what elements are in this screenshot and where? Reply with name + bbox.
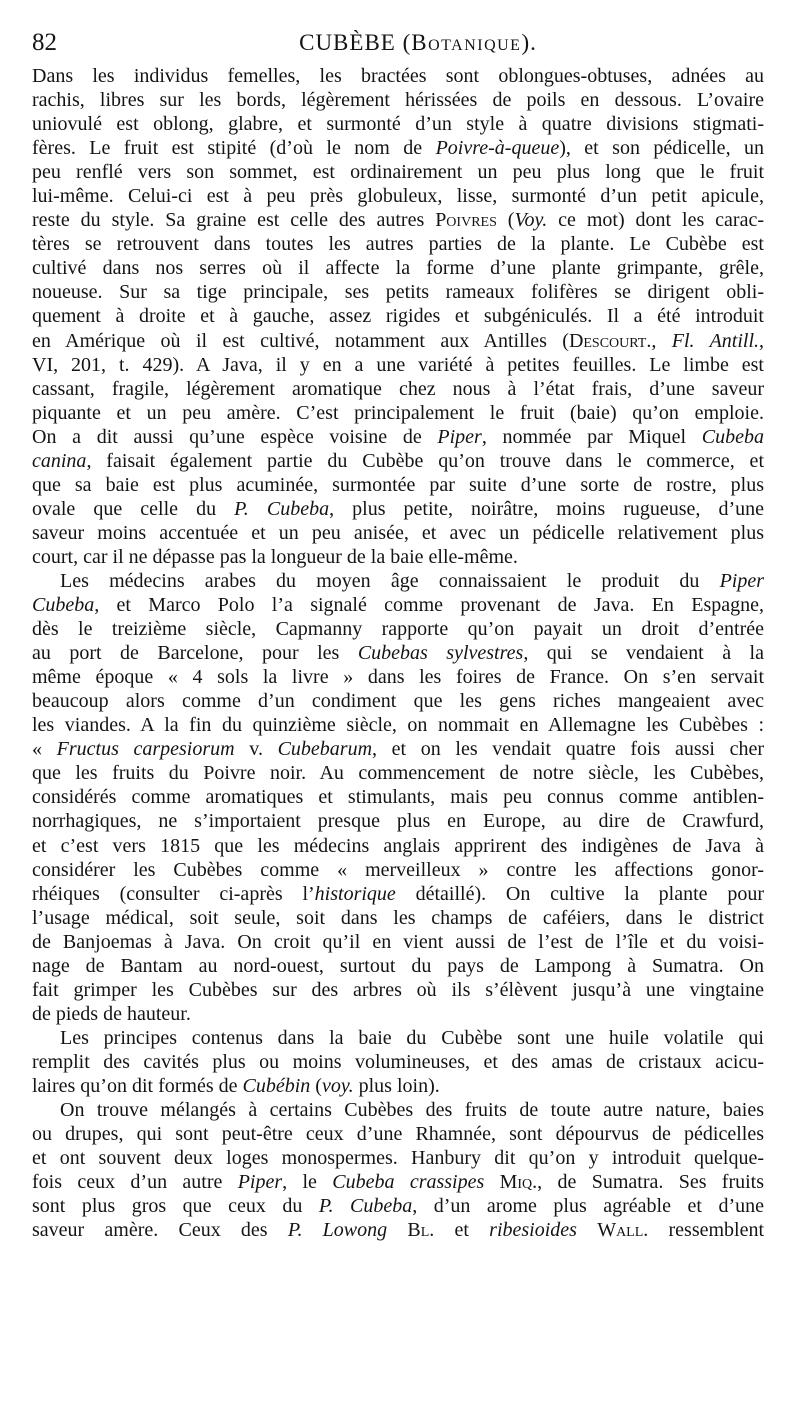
text-line: [32, 785, 764, 809]
text-run: [387, 1219, 407, 1241]
italic-text: Cubeba: [701, 425, 764, 448]
italic-text: Cubeba: [32, 594, 95, 617]
running-title: [32, 28, 764, 58]
italic-text: Fl. Antill.: [671, 329, 760, 352]
text-line: [32, 930, 764, 954]
text-run: les viandes. A la fin du quinzième siècle, on nommait en Allemagne les Cubèbes :: [32, 714, 764, 737]
text-run: et: [434, 1219, 490, 1242]
text-run: ), et son pédicelle, un: [559, 137, 764, 160]
text-run: , et Marco Polo l’a signalé comme provenant de Java. En Espagne,: [94, 594, 764, 617]
text-run: lui-même. Celui-ci est à peu près globuleux, lisse, surmonté d’un petit apicule,: [32, 185, 764, 208]
text-run: , faisait également partie du Cubèbe qu’on trouve dans le commerce, et: [86, 449, 764, 472]
italic-text: Cubebarum: [277, 738, 373, 761]
text-run: norrhagiques, ne s’importaient presque plus en Europe, au dire de Crawfurd,: [32, 810, 764, 833]
text-run: que sa baie est plus acuminée, surmontée par suite d’une sorte de rostre, plus: [32, 473, 764, 496]
text-line: [32, 401, 764, 425]
text-run: (: [496, 209, 515, 232]
text-run: , de Sumatra. Ses fruits: [537, 1171, 764, 1194]
running-title-main: CUBÈBE (: [299, 30, 412, 55]
text-run: uniovulé est oblong, glabre, et surmonté d’un style à quatre divisions stigmati-: [32, 113, 764, 136]
text-line: [32, 1026, 764, 1050]
text-run: considérés comme aromatiques et stimulants, mais peu connus comme antiblen-: [32, 786, 764, 809]
text-run: rhéiques (consulter ci-après l’: [32, 882, 315, 905]
text-run: (: [310, 1074, 322, 1097]
text-line: [32, 954, 764, 978]
text-line: [32, 1194, 764, 1218]
text-run: fères. Le fruit est stipité (d’où le nom de: [32, 137, 436, 160]
italic-text: P. Cubeba: [234, 497, 330, 520]
text-line: [32, 329, 764, 353]
text-line: [32, 641, 764, 665]
text-line: [32, 1146, 764, 1170]
small-caps-text: Descourt.: [568, 329, 652, 352]
text-line: [32, 112, 764, 136]
text-run: noueuse. Sur sa tige principale, ses petits rameaux folifères se dirigent obli-: [32, 281, 764, 304]
text-run: remplit des cavités plus ou moins volumineuses, et des amas de cristaux acicu-: [32, 1050, 764, 1073]
italic-text: Cubébin: [242, 1074, 311, 1097]
text-run: , plus petite, noirâtre, moins rugueuse, d’une: [329, 497, 764, 520]
text-line: [32, 617, 764, 641]
running-header: [32, 24, 764, 64]
page-number: 82: [32, 29, 57, 56]
italic-text: Poivre-à-queue: [435, 137, 560, 160]
text-line: [32, 737, 764, 761]
text-run: plus loin).: [353, 1074, 440, 1097]
text-run: , nommée par Miquel: [481, 425, 702, 448]
body-text: [32, 64, 764, 1242]
text-line: [32, 593, 764, 617]
text-run: nage de Bantam au nord-ouest, surtout du pays de Lampong à Sumatra. On: [32, 954, 764, 977]
italic-text: voy.: [321, 1074, 354, 1097]
text-run: considérer les Cubèbes comme « merveilleux » contre les affections gonor-: [32, 858, 764, 881]
italic-text: P. Cubeba: [318, 1195, 413, 1218]
italic-text: ribesioides: [489, 1219, 577, 1242]
text-run: et ont souvent deux loges monospermes. Hanbury dit qu’on y introduit quelque-: [32, 1147, 764, 1170]
text-run: saveur amère. Ceux des: [32, 1219, 288, 1242]
text-line: [32, 569, 764, 593]
text-line: [32, 665, 764, 689]
text-line: [32, 761, 764, 785]
small-caps-text: Wall.: [597, 1219, 649, 1242]
text-line: [32, 136, 764, 160]
running-title-small-caps: Botanique: [411, 30, 522, 55]
text-run: cassant, fragile, légèrement aromatique chez nous à l’état frais, d’une saveur: [32, 377, 764, 400]
text-run: Dans les individus femelles, les bractées sont oblongues-obtuses, adnées au: [32, 65, 764, 87]
text-run: en Amérique où il est cultivé, notamment aux Antilles (: [32, 329, 569, 352]
text-run: piquante et un peu amère. C’est principalement le fruit (baie) qu’on emploie.: [32, 401, 764, 424]
text-line: [32, 521, 764, 545]
text-run: rachis, libres sur les bords, légèrement hérissées de poils en dessous. L’ovaire: [32, 89, 764, 112]
text-run: On a dit aussi qu’une espèce voisine de: [32, 425, 438, 448]
text-line: [32, 449, 764, 473]
italic-text: Cubeba crassipes: [332, 1171, 485, 1194]
text-line: [32, 280, 764, 304]
text-run: , qui se vendaient à la: [523, 642, 764, 665]
text-run: [577, 1219, 597, 1241]
text-run: , et on les vendait quatre fois aussi cher: [372, 738, 764, 761]
text-line: [32, 304, 764, 328]
text-run: de Banjoemas à Java. On croit qu’il en vient aussi de l’est de l’île et du voisi-: [32, 930, 764, 953]
text-run: , d’un arome plus agréable et d’une: [412, 1195, 764, 1218]
text-run: ce mot) dont les carac-: [547, 209, 764, 232]
text-run: ,: [651, 329, 672, 352]
text-line: [32, 208, 764, 232]
text-line: [32, 689, 764, 713]
text-run: au port de Barcelone, pour les: [32, 642, 358, 665]
text-line: [32, 64, 764, 88]
italic-text: Piper: [437, 425, 482, 448]
italic-text: canina: [32, 449, 87, 472]
text-line: [32, 978, 764, 1002]
text-run: fois ceux d’un autre: [32, 1171, 238, 1194]
text-line: [32, 1098, 764, 1122]
text-line: [32, 906, 764, 930]
text-run: [484, 1171, 499, 1193]
text-run: beaucoup alors comme d’un condiment que les gens riches mangeaient avec: [32, 690, 764, 713]
text-line: [32, 353, 764, 377]
text-run: et c’est vers 1815 que les médecins anglais apprirent des indigènes de Java à: [32, 834, 764, 857]
small-caps-text: Poivres: [435, 209, 497, 232]
italic-text: Voy.: [514, 209, 548, 232]
text-line: [32, 1002, 764, 1026]
text-line: [32, 160, 764, 184]
text-line: [32, 713, 764, 737]
text-run: laires qu’on dit formés de: [32, 1074, 243, 1097]
text-run: quement à droite et à gauche, assez rigides et subgéniculés. Il a été introduit: [32, 305, 764, 328]
text-line: [32, 834, 764, 858]
text-run: ,: [759, 329, 764, 352]
running-title-close: ).: [521, 30, 537, 55]
text-run: On trouve mélangés à certains Cubèbes des fruits de toute autre nature, baies: [60, 1099, 764, 1122]
italic-text: Piper: [719, 569, 764, 592]
text-line: [32, 1218, 764, 1242]
text-run: Les principes contenus dans la baie du Cubèbe sont une huile volatile qui: [60, 1026, 764, 1049]
text-line: [32, 1050, 764, 1074]
text-run: même époque « 4 sols la livre » dans les foires de France. On s’en servait: [32, 666, 764, 689]
text-run: reste du style. Sa graine est celle des autres: [32, 209, 436, 232]
text-run: «: [32, 738, 57, 761]
text-line: [32, 497, 764, 521]
italic-text: Cubebas sylvestres: [357, 642, 524, 665]
text-run: de pieds de hauteur.: [32, 1002, 191, 1025]
text-run: cultivé dans nos serres où il affecte la forme d’une plante grimpante, grêle,: [32, 257, 764, 280]
text-line: [32, 1122, 764, 1146]
text-run: ou drupes, qui sont peut-être ceux d’une Rhamnée, sont dépourvus de pédicelles: [32, 1123, 764, 1146]
text-run: dès le treizième siècle, Capmanny rapporte qu’on payait un droit d’entrée: [32, 618, 764, 641]
italic-text: historique: [314, 882, 396, 905]
text-run: détaillé). On cultive la plante pour: [395, 882, 764, 905]
text-line: [32, 377, 764, 401]
text-line: [32, 88, 764, 112]
text-run: , le: [282, 1171, 333, 1194]
italic-text: Piper: [237, 1171, 283, 1194]
text-line: [32, 882, 764, 906]
text-line: [32, 1170, 764, 1194]
text-run: que les fruits du Poivre noir. Au commencement de notre siècle, les Cubèbes,: [32, 762, 764, 785]
text-run: VI, 201, t. 429). A Java, il y en a une variété à petites feuilles. Le limbe est: [32, 353, 764, 376]
text-line: [32, 545, 764, 569]
small-caps-text: Miq.: [499, 1171, 538, 1194]
text-run: peu renflé vers son sommet, est ordinairement un peu plus long que le fruit: [32, 161, 764, 184]
text-run: sont plus gros que ceux du: [32, 1195, 319, 1218]
text-run: tères se retrouvent dans toutes les autres parties de la plante. Le Cubèbe est: [32, 233, 764, 256]
text-line: [32, 858, 764, 882]
text-line: [32, 473, 764, 497]
text-run: ovale que celle du: [32, 497, 235, 520]
text-line: [32, 1074, 764, 1098]
text-run: court, car il ne dépasse pas la longueur de la baie elle-même.: [32, 545, 518, 568]
text-run: saveur moins accentuée et un peu anisée, et avec un pédicelle relativement plus: [32, 521, 764, 544]
text-run: v.: [234, 738, 278, 761]
small-caps-text: Bl.: [407, 1219, 435, 1242]
italic-text: Fructus carpesiorum: [56, 738, 235, 761]
text-line: [32, 425, 764, 449]
text-line: [32, 232, 764, 256]
text-run: l’usage médical, soit seule, soit dans les champs de caféiers, dans le district: [32, 906, 764, 929]
text-line: [32, 809, 764, 833]
text-run: Les médecins arabes du moyen âge connaissaient le produit du: [60, 569, 720, 592]
text-line: [32, 184, 764, 208]
italic-text: P. Lowong: [287, 1219, 388, 1242]
text-line: [32, 256, 764, 280]
text-run: fait grimper les Cubèbes sur des arbres où ils s’élèvent jusqu’à une vingtaine: [32, 978, 764, 1001]
text-run: ressemblent: [648, 1219, 764, 1242]
